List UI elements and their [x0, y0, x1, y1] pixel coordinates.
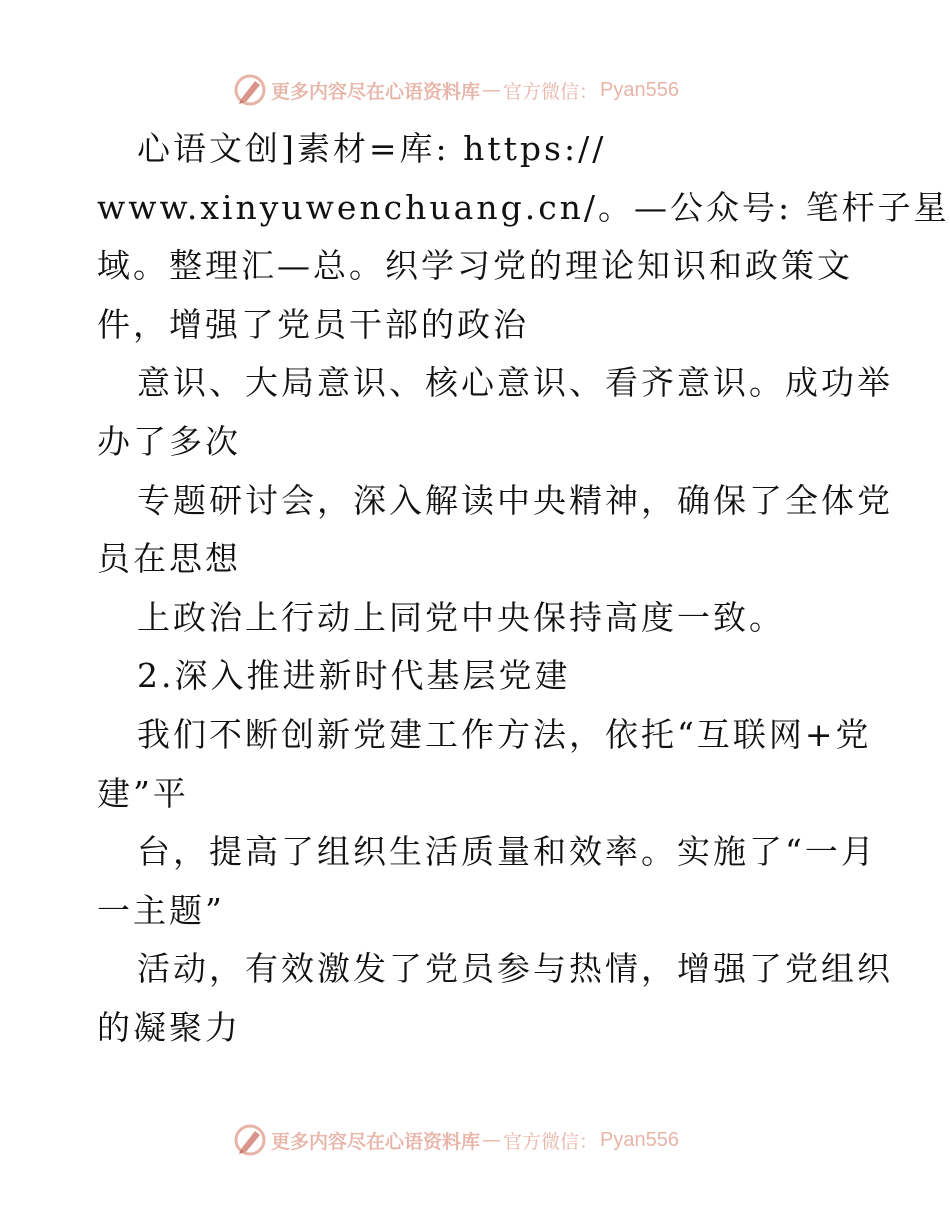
- document-body: [97, 120, 950, 1058]
- section-heading: 2.深入推进新时代基层党建: [137, 656, 571, 696]
- pen-logo-icon: [233, 1123, 267, 1157]
- watermark-sub-text: 官方微信：: [503, 1130, 599, 1153]
- watermark-sub-text: 官方微信：: [503, 80, 599, 103]
- text-line: 建”平: [97, 773, 189, 813]
- pen-logo-icon: [233, 73, 267, 107]
- text-line: 的凝聚力: [97, 1007, 241, 1047]
- watermark-dash: —: [482, 1129, 502, 1151]
- text-line: 一主题”: [97, 890, 225, 930]
- text-line: 专题研讨会，深入解读中央精神，确保了全体党: [137, 480, 893, 520]
- text-line: 意识、大局意识、核心意识、看齐意识。成功举: [137, 363, 893, 403]
- text-line: 心语文创]素材=库: https://: [137, 129, 607, 168]
- text-line: 上政治上行动上同党中央保持高度一致。: [137, 597, 785, 637]
- watermark-main-text: 更多内容尽在心语资料库: [271, 1130, 481, 1153]
- text-line: 活动，有效激发了党员参与热情，增强了党组织: [137, 949, 893, 989]
- text-line: 我们不断创新党建工作方法，依托“互联网+党: [137, 714, 872, 754]
- footer-watermark: [233, 1122, 679, 1158]
- text-line: www.xinyuwenchuang.cn/。—公众号: 笔杆子星: [97, 187, 950, 227]
- text-line: 域。整理汇—总。织学习党的理论知识和政策文: [97, 246, 853, 286]
- header-watermark: [233, 72, 679, 108]
- text-line: 办了多次: [97, 421, 241, 461]
- watermark-main-text: 更多内容尽在心语资料库: [271, 80, 481, 103]
- text-line: 件，增强了党员干部的政治: [97, 304, 529, 344]
- watermark-id: Pyan556: [600, 78, 679, 101]
- text-line: 台，提高了组织生活质量和效率。实施了“一月: [137, 832, 877, 872]
- watermark-dash: —: [482, 79, 502, 101]
- text-line: 员在思想: [97, 539, 241, 579]
- watermark-id: Pyan556: [600, 1128, 679, 1151]
